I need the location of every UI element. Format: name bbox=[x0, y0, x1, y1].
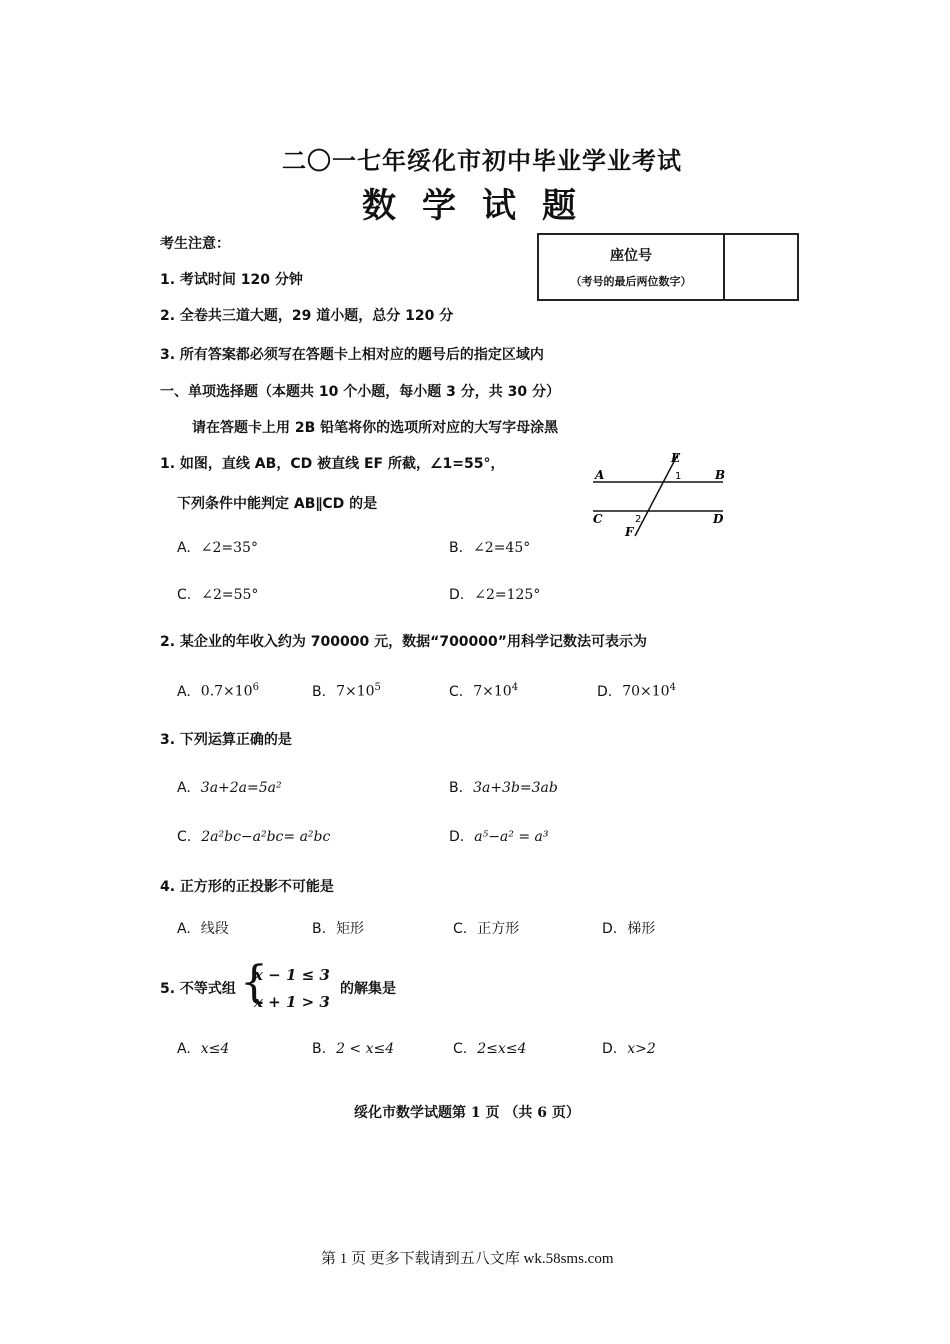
q4-option-d-letter: D. bbox=[602, 921, 618, 937]
label-d: D bbox=[713, 512, 724, 526]
q4-option-c-letter: C. bbox=[453, 921, 468, 937]
label-a: A bbox=[595, 468, 605, 482]
q2-option-b-exp: 5 bbox=[374, 682, 381, 693]
q4-option-b bbox=[312, 918, 364, 938]
label-angle-2: 2 bbox=[635, 514, 642, 525]
q4-stem: 4. 正方形的正投影不可能是 bbox=[160, 879, 334, 895]
q4-option-b-text: 矩形 bbox=[336, 921, 365, 937]
q5-brace: { bbox=[240, 957, 268, 1008]
q5-option-c-text: 2≤x≤4 bbox=[477, 1041, 527, 1057]
q4-option-c bbox=[453, 918, 519, 938]
q5-option-a bbox=[177, 1041, 229, 1057]
notice-item-2: 2. 全卷共三道大题，29 道小题，总分 120 分 bbox=[160, 308, 454, 324]
q1-figure bbox=[585, 450, 735, 542]
subject-title: 数学试题 bbox=[362, 186, 602, 226]
label-f: F bbox=[625, 525, 634, 539]
q2-option-d bbox=[597, 682, 676, 700]
q5-option-a-letter: A. bbox=[177, 1041, 191, 1057]
q3-option-b bbox=[449, 780, 558, 796]
label-c: C bbox=[593, 512, 603, 526]
q5-inequality-2: x + 1 > 3 bbox=[254, 993, 330, 1011]
q1-option-b-letter: B. bbox=[449, 540, 464, 556]
q2-stem: 2. 某企业的年收入约为 700000 元，数据“700000”用科学记数法可表示为 bbox=[160, 634, 647, 650]
q1-option-c-letter: C. bbox=[177, 587, 192, 603]
q1-option-a-text: ∠2=35° bbox=[200, 540, 258, 556]
q3-option-a-text: 3a+2a=5a² bbox=[200, 780, 282, 796]
notice-item-3: 3. 所有答案都必须写在答题卡上相对应的题号后的指定区域内 bbox=[160, 347, 544, 363]
q4-option-d-text: 梯形 bbox=[627, 921, 656, 937]
q2-option-a-letter: A. bbox=[177, 683, 191, 700]
q5-option-c bbox=[453, 1041, 526, 1057]
q2-option-d-letter: D. bbox=[597, 683, 613, 700]
q1-option-d bbox=[449, 587, 540, 603]
section-instruction: 请在答题卡上用 2B 铅笔将你的选项所对应的大写字母涂黑 bbox=[192, 420, 559, 436]
exam-title: 二〇一七年绥化市初中毕业学业考试 bbox=[282, 146, 682, 175]
q5-option-d-letter: D. bbox=[602, 1041, 618, 1057]
seat-number-box bbox=[537, 233, 799, 301]
label-b: B bbox=[715, 468, 726, 482]
q1-option-a-letter: A. bbox=[177, 540, 191, 556]
q1-option-d-letter: D. bbox=[449, 587, 465, 603]
q1-stem-line1: 1. 如图，直线 AB，CD 被直线 EF 所截，∠1=55°， bbox=[160, 456, 505, 472]
q2-option-b bbox=[312, 682, 381, 700]
q2-option-b-letter: B. bbox=[312, 683, 327, 700]
q3-option-c-text: 2a²bc−a²bc= a²bc bbox=[201, 829, 331, 845]
q1-option-d-text: ∠2=125° bbox=[474, 587, 541, 603]
q5-option-b-letter: B. bbox=[312, 1041, 327, 1057]
q4-option-c-text: 正方形 bbox=[477, 921, 520, 937]
label-e: E bbox=[671, 451, 681, 465]
q4-option-a-text: 线段 bbox=[200, 921, 229, 937]
q2-option-d-exp: 4 bbox=[669, 682, 676, 693]
q3-option-d bbox=[449, 829, 548, 845]
q2-option-c-exp: 4 bbox=[511, 682, 519, 693]
q5-option-a-text: x≤4 bbox=[200, 1041, 230, 1057]
q1-option-c-text: ∠2=55° bbox=[201, 587, 259, 603]
q5-suffix: 的解集是 bbox=[340, 981, 396, 997]
q5-option-d bbox=[602, 1041, 656, 1057]
q2-option-b-base: 7×10 bbox=[336, 683, 375, 700]
page-footer: 绥化市数学试题第 1 页 （共 6 页） bbox=[354, 1105, 580, 1121]
q3-option-d-text: a⁵−a² = a³ bbox=[474, 829, 549, 845]
q4-option-a bbox=[177, 918, 229, 938]
q2-option-c-base: 7×10 bbox=[473, 683, 512, 700]
q5-option-b-text: 2 < x≤4 bbox=[336, 1041, 395, 1057]
notice-item-1: 1. 考试时间 120 分钟 bbox=[160, 272, 303, 288]
q4-option-d bbox=[602, 918, 655, 938]
q3-option-d-letter: D. bbox=[449, 829, 465, 845]
q3-option-c-letter: C. bbox=[177, 829, 192, 845]
q4-option-b-letter: B. bbox=[312, 921, 327, 937]
q1-stem-line2: 下列条件中能判定 AB∥CD 的是 bbox=[177, 496, 378, 512]
label-angle-1: 1 bbox=[675, 471, 682, 482]
seat-note: （考号的最后两位数字） bbox=[570, 275, 692, 288]
q5-option-d-text: x>2 bbox=[627, 1041, 656, 1057]
q4-option-a-letter: A. bbox=[177, 921, 191, 937]
q2-option-a bbox=[177, 682, 259, 700]
q3-stem: 3. 下列运算正确的是 bbox=[160, 732, 292, 748]
q5-inequality-1: x − 1 ≤ 3 bbox=[254, 966, 330, 984]
q1-option-b bbox=[449, 540, 530, 556]
section-title: 一、单项选择题（本题共 10 个小题，每小题 3 分，共 30 分） bbox=[160, 384, 560, 400]
notice-heading: 考生注意： bbox=[160, 236, 230, 252]
q1-option-c bbox=[177, 587, 258, 603]
q2-option-c-letter: C. bbox=[449, 683, 464, 700]
q2-option-a-exp: 6 bbox=[252, 682, 259, 693]
q2-option-d-base: 70×10 bbox=[622, 683, 670, 700]
q3-option-a bbox=[177, 780, 282, 796]
q1-option-a bbox=[177, 540, 258, 556]
q5-option-c-letter: C. bbox=[453, 1041, 468, 1057]
q3-option-c bbox=[177, 829, 330, 845]
q5-prefix: 5. 不等式组 bbox=[160, 981, 236, 997]
q1-option-b-text: ∠2=45° bbox=[473, 540, 531, 556]
seat-divider bbox=[723, 235, 725, 299]
q2-option-c bbox=[449, 682, 518, 700]
q2-option-a-base: 0.7×10 bbox=[200, 683, 253, 700]
download-line: 第 1 页 更多下载请到五八文库 wk.58sms.com bbox=[321, 1251, 614, 1267]
q3-option-a-letter: A. bbox=[177, 780, 191, 796]
q3-option-b-text: 3a+3b=3ab bbox=[473, 780, 558, 796]
q5-option-b bbox=[312, 1041, 394, 1057]
q3-option-b-letter: B. bbox=[449, 780, 464, 796]
line-ef bbox=[635, 454, 678, 536]
seat-label: 座位号 bbox=[610, 248, 652, 264]
